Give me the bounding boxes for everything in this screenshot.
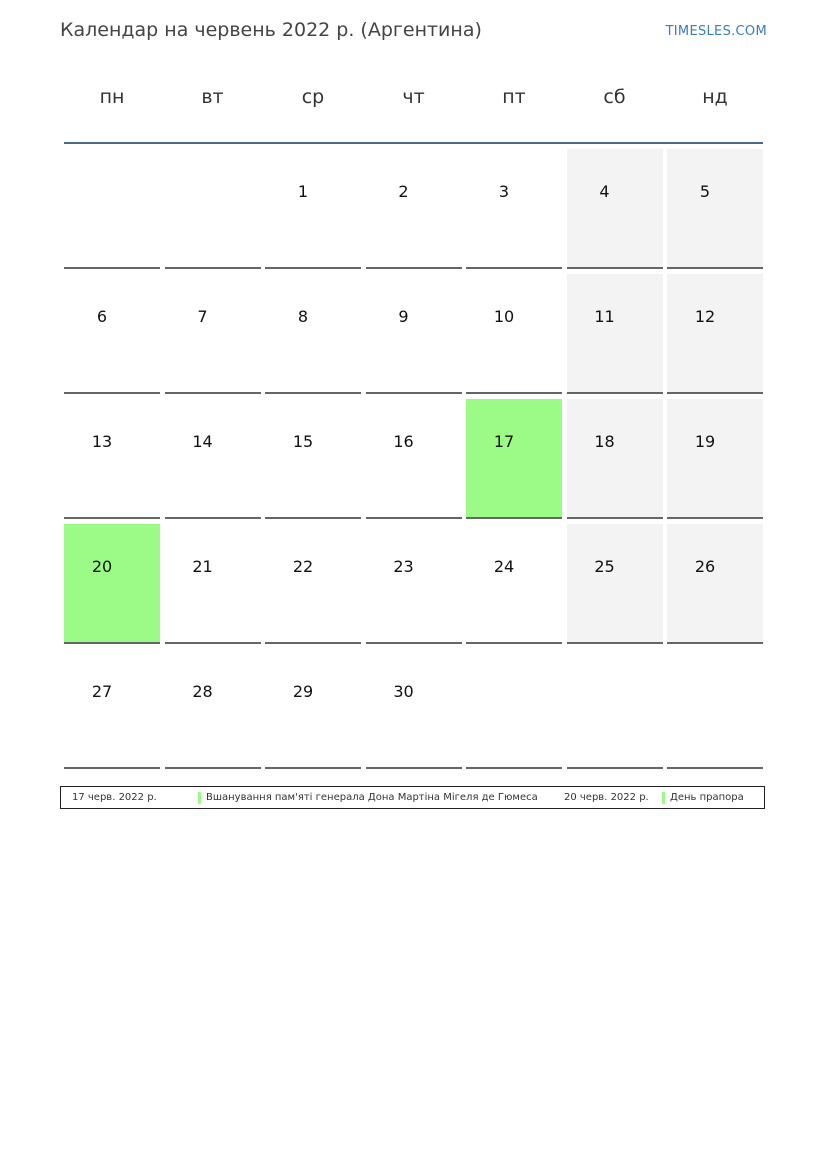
day-cell[interactable] (366, 649, 462, 769)
day-cell[interactable] (567, 524, 663, 644)
day-cell[interactable] (265, 399, 361, 519)
day-number: 7 (197, 307, 208, 326)
day-cell[interactable] (64, 274, 160, 394)
day-cell[interactable] (667, 149, 763, 269)
legend-marker-1 (198, 792, 201, 804)
day-cell[interactable] (567, 149, 663, 269)
day-number: 20 (91, 557, 113, 576)
day-number: 22 (292, 557, 314, 576)
day-number: 2 (398, 182, 409, 201)
empty-cell (567, 649, 663, 769)
day-number: 21 (192, 557, 213, 576)
day-number: 4 (599, 182, 610, 201)
day-number: 25 (594, 557, 615, 576)
day-cell[interactable] (165, 524, 261, 644)
legend-name-2: День прапора (670, 792, 744, 803)
day-number: 18 (594, 432, 615, 451)
day-cell[interactable] (366, 149, 462, 269)
day-cell[interactable] (567, 274, 663, 394)
weekday-mon: пн (99, 86, 125, 108)
day-cell[interactable] (165, 649, 261, 769)
day-number: 6 (96, 307, 108, 326)
empty-cell (466, 649, 562, 769)
day-cell[interactable] (265, 274, 361, 394)
page-title: Календар на червень 2022 р. (Аргентина) (60, 19, 482, 41)
day-cell[interactable] (667, 399, 763, 519)
day-cell[interactable] (667, 274, 763, 394)
day-number: 27 (91, 682, 113, 701)
holiday-legend (60, 786, 765, 809)
day-cell[interactable] (64, 649, 160, 769)
day-cell[interactable] (466, 149, 562, 269)
weekday-tue: вт (201, 86, 224, 108)
day-number: 26 (694, 557, 716, 576)
day-number: 14 (192, 432, 213, 451)
weekday-sun: нд (702, 86, 728, 108)
day-cell[interactable] (265, 149, 361, 269)
day-cell[interactable] (366, 524, 462, 644)
empty-cell (165, 149, 261, 269)
day-cell[interactable] (466, 524, 562, 644)
day-cell[interactable] (366, 399, 462, 519)
day-number: 9 (398, 307, 409, 326)
day-number: 28 (192, 682, 213, 701)
day-number: 30 (393, 682, 414, 701)
weekday-fri: пт (502, 86, 526, 108)
day-number: 24 (493, 557, 515, 576)
day-cell[interactable] (64, 524, 160, 644)
empty-cell (64, 149, 160, 269)
day-cell[interactable] (265, 649, 361, 769)
day-cell[interactable] (667, 524, 763, 644)
weekday-thu: чт (402, 86, 425, 108)
day-cell[interactable] (165, 399, 261, 519)
day-cell[interactable] (366, 274, 462, 394)
day-cell[interactable] (64, 399, 160, 519)
day-number: 29 (292, 682, 314, 701)
site-link[interactable]: TIMESLES.COM (665, 24, 767, 39)
day-number: 12 (694, 307, 716, 326)
weekday-sat: сб (603, 86, 626, 108)
header-divider (64, 142, 763, 144)
legend-date-2: 20 черв. 2022 р. (564, 792, 649, 803)
day-number: 8 (297, 307, 309, 326)
day-number: 5 (699, 182, 711, 201)
weekday-header-row (64, 86, 763, 122)
legend-date-1: 17 черв. 2022 р. (72, 792, 157, 803)
legend-marker-2 (662, 792, 665, 804)
day-number: 19 (694, 432, 716, 451)
day-cell[interactable] (265, 524, 361, 644)
day-cell[interactable] (165, 274, 261, 394)
day-number: 17 (493, 432, 515, 451)
day-number: 23 (393, 557, 414, 576)
day-number: 15 (292, 432, 314, 451)
empty-cell (667, 649, 763, 769)
legend-name-1: Вшанування пам'яті генерала Дона Мартіна Мігеля де Гюмеса (206, 792, 538, 803)
day-number: 13 (91, 432, 113, 451)
day-cell[interactable] (466, 399, 562, 519)
day-number: 1 (297, 182, 309, 201)
day-cell[interactable] (567, 399, 663, 519)
day-number: 16 (393, 432, 414, 451)
day-number: 10 (493, 307, 515, 326)
day-number: 3 (498, 182, 510, 201)
weekday-wed: ср (301, 86, 325, 108)
day-cell[interactable] (466, 274, 562, 394)
day-number: 11 (594, 307, 615, 326)
